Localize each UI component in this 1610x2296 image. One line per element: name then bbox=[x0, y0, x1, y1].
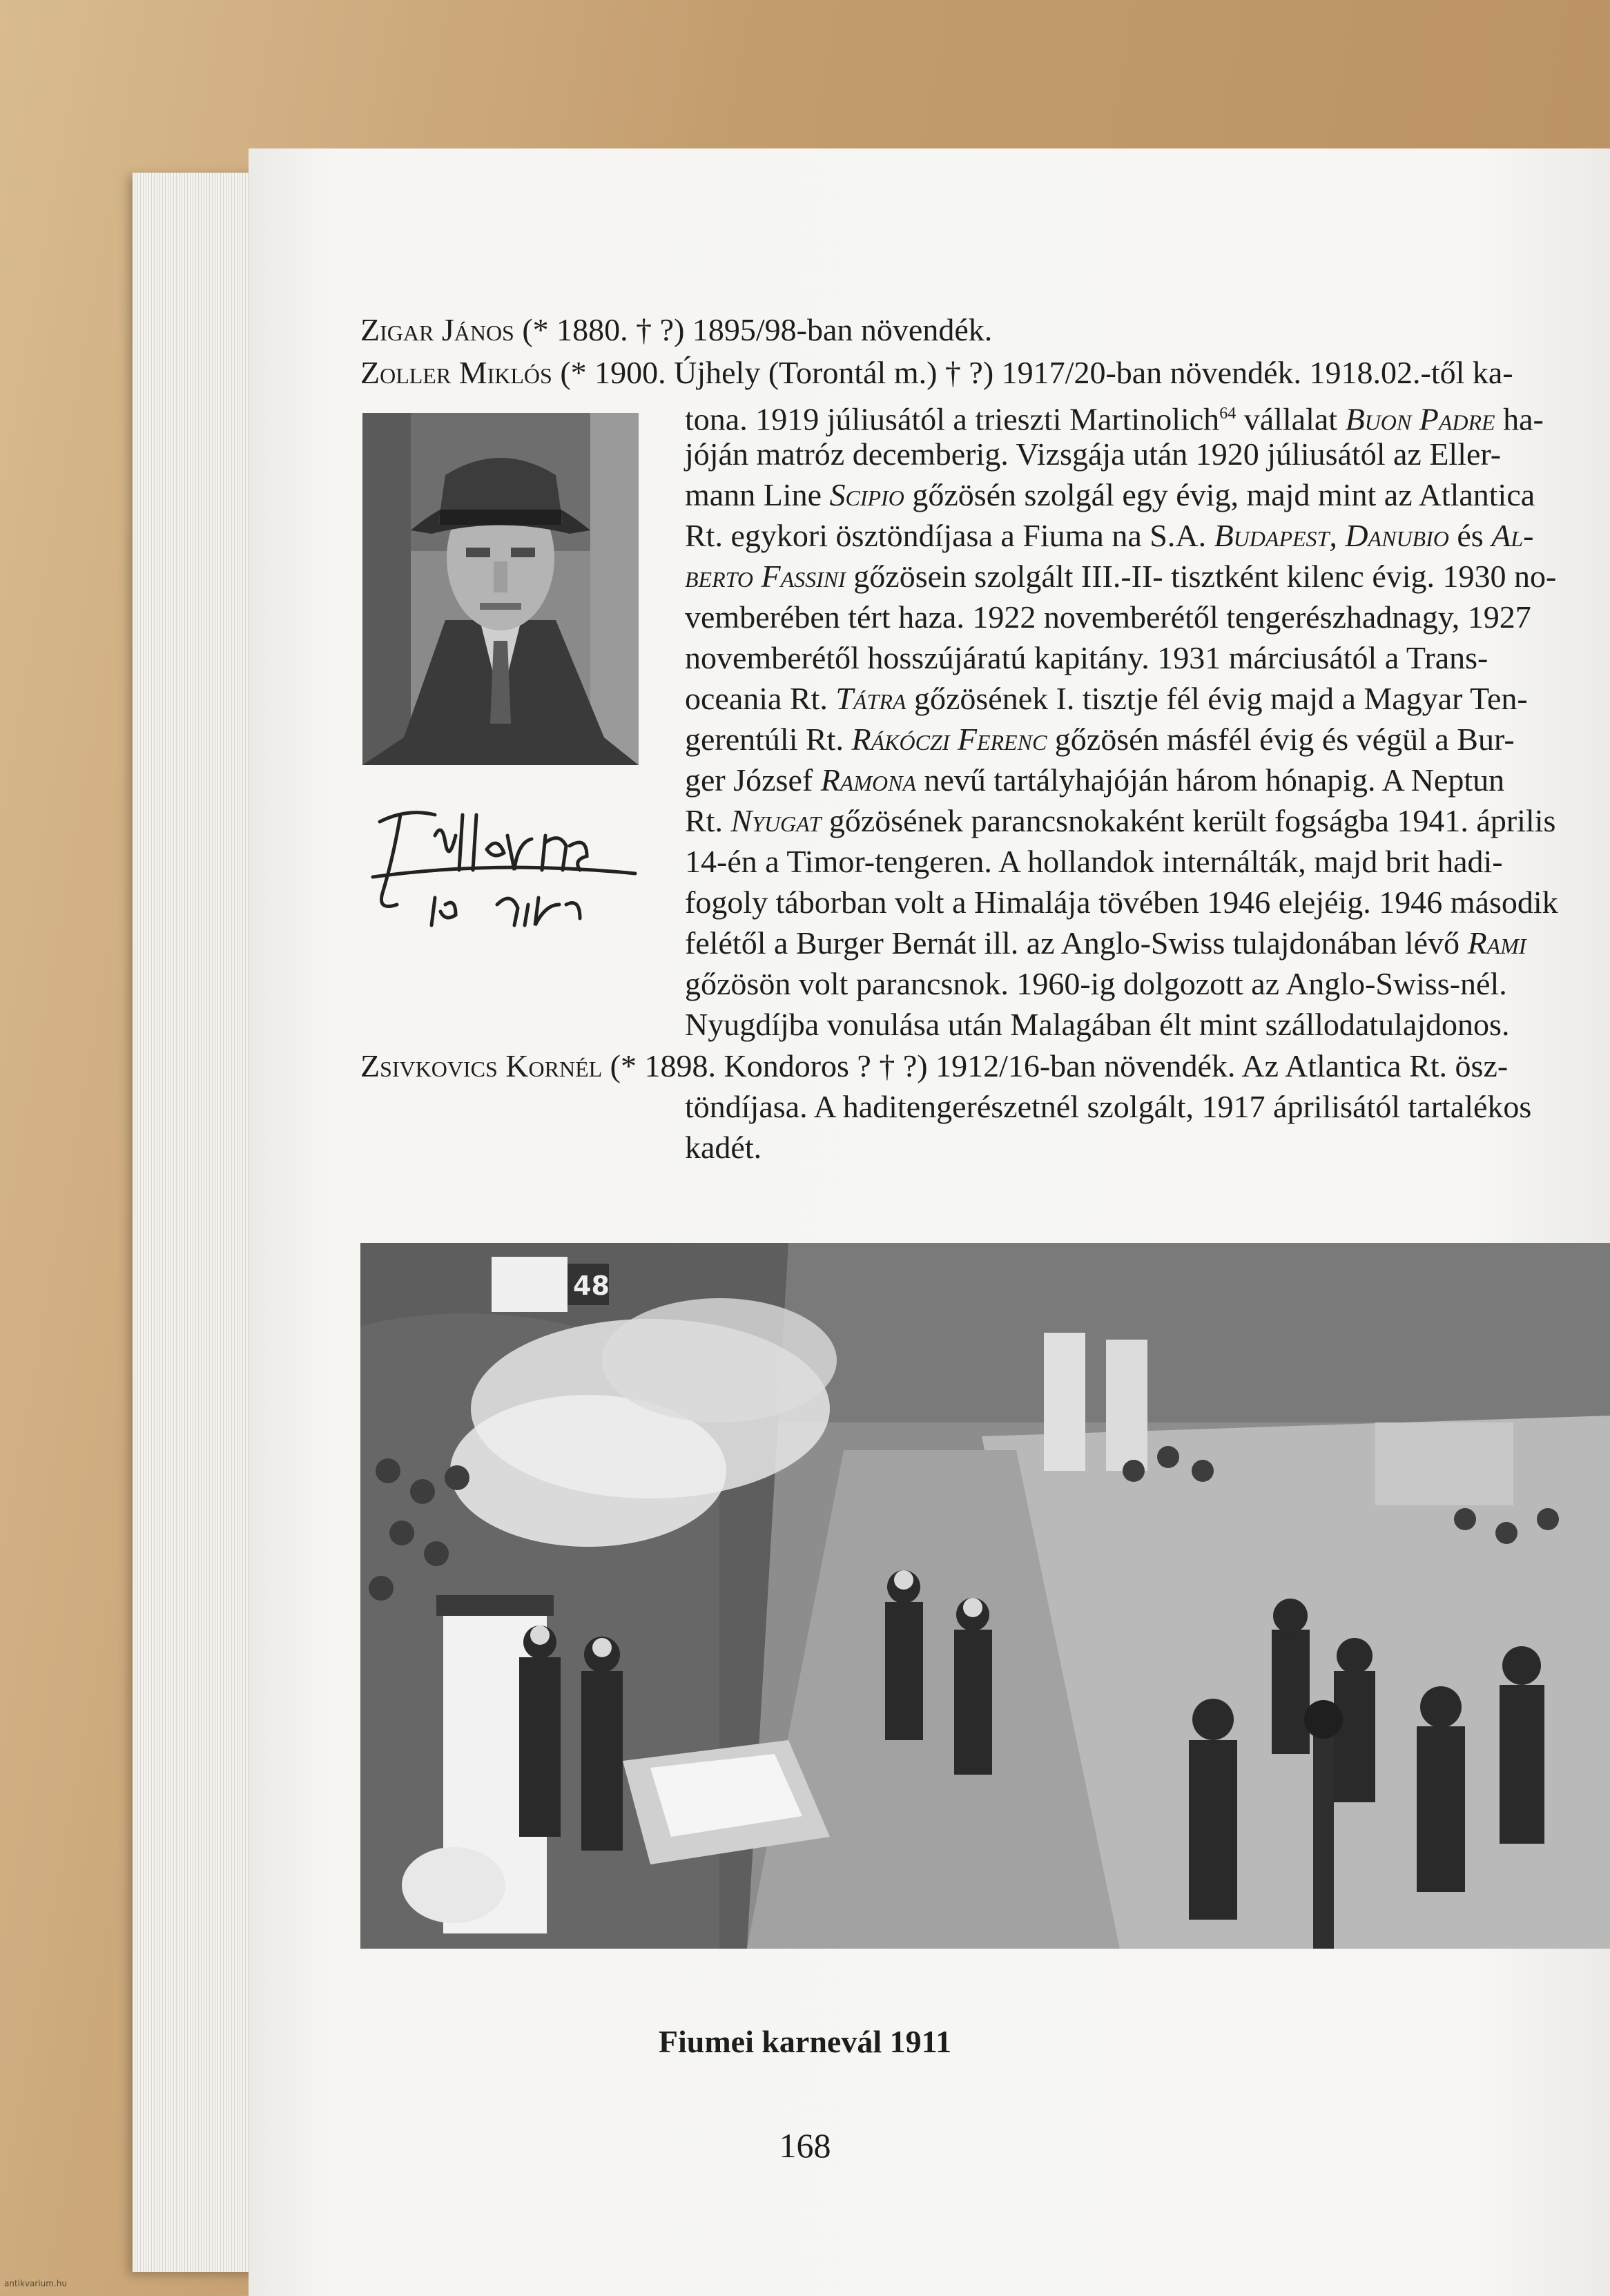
photo-caption: Fiumei karnevál 1911 bbox=[658, 2024, 952, 2059]
entry-zoller-line-17: Nyugdíjba vonulása után Malagában élt mint szállodatulajdonos. bbox=[685, 1007, 1510, 1042]
entry-name: Zigar János bbox=[360, 312, 514, 347]
entry-zsivkovics-line-1: Zsivkovics Kornél (* 1898. Kondoros ? † ?) 1912/16-ban növendék. Az Atlantica Rt. ösz- bbox=[360, 1048, 1509, 1083]
entry-zoller-line-14: fogoly táborban volt a Himalája tövében 1946 elejéig. 1946 második bbox=[685, 885, 1558, 920]
entry-zoller-line-10: gerentúli Rt. Rákóczi Ferenc gőzösén másfél évig és végül a Bur- bbox=[685, 722, 1515, 757]
entry-zoller-line-6: berto Fassini gőzösein szolgált III.-II- tisztként kilenc évig. 1930 no- bbox=[685, 559, 1557, 594]
entry-zoller-line-9: oceania Rt. Tátra gőzösének I. tisztje fél évig majd a Magyar Ten- bbox=[685, 681, 1528, 716]
entry-zsivkovics-line-3: kadét. bbox=[685, 1130, 762, 1165]
portrait-photo bbox=[362, 413, 639, 765]
entry-zoller-line-7: vemberében tért haza. 1922 novemberétől tengerészhadnagy, 1927 bbox=[685, 599, 1531, 635]
entry-name: Zsivkovics Kornél bbox=[360, 1048, 603, 1083]
entry-zoller-line-2: tona. 1919 júliusától a trieszti Martinolich$^{64}$ vállalat Buon Padre ha- bbox=[685, 401, 1544, 437]
entry-zoller-line-5: Rt. egykori ösztöndíjasa a Fiuma na S.A. Budapest, Danubio és Al- bbox=[685, 518, 1534, 553]
entry-zoller-line-12: Rt. Nyugat gőzösének parancsnokaként került fogságba 1941. április bbox=[685, 803, 1556, 838]
entry-zsivkovics-line-2: töndíjasa. A haditengerészetnél szolgált, 1917 áprilisától tartalékos bbox=[685, 1089, 1532, 1124]
entry-zoller-line-4: mann Line Scipio gőzösén szolgál egy évig, majd mint az Atlantica bbox=[685, 477, 1535, 512]
entry-zoller-line-1: Zoller Miklós (* 1900. Újhely (Torontál m.) † ?) 1917/20-ban növendék. 1918.02.-től ka- bbox=[360, 355, 1513, 390]
entry-zoller-line-3: jóján matróz decemberig. Vizsgája után 1920 júliusától az Eller- bbox=[685, 436, 1502, 472]
entry-zoller-line-16: gőzösön volt parancsnok. 1960-ig dolgozott az Anglo-Swiss-nél. bbox=[685, 966, 1507, 1001]
entry-text: (* 1880. † ?) 1895/98-ban növendék. bbox=[514, 312, 993, 347]
entry-name: Zoller Miklós bbox=[360, 355, 552, 390]
entry-zoller-line-11: ger József Ramona nevű tartályhajóján három hónapig. A Neptun bbox=[685, 762, 1505, 798]
signature bbox=[359, 794, 642, 932]
entry-zoller-line-13: 14-én a Timor-tengeren. A hollandok internálták, majd brit hadi- bbox=[685, 844, 1503, 879]
carnival-photo bbox=[360, 1243, 1610, 1949]
photo-sign-text: 48 bbox=[573, 1271, 610, 1301]
entry-zoller-line-15: felétől a Burger Bernát ill. az Anglo-Swiss tulajdonában lévő Rami bbox=[685, 925, 1526, 961]
watermark: antikvarium.hu bbox=[4, 2279, 67, 2288]
entry-zigar bbox=[360, 309, 992, 351]
entry-zoller-line-8: novemberétől hosszújáratú kapitány. 1931 márciusától a Trans- bbox=[685, 640, 1488, 675]
page-number: 168 bbox=[779, 2126, 831, 2165]
